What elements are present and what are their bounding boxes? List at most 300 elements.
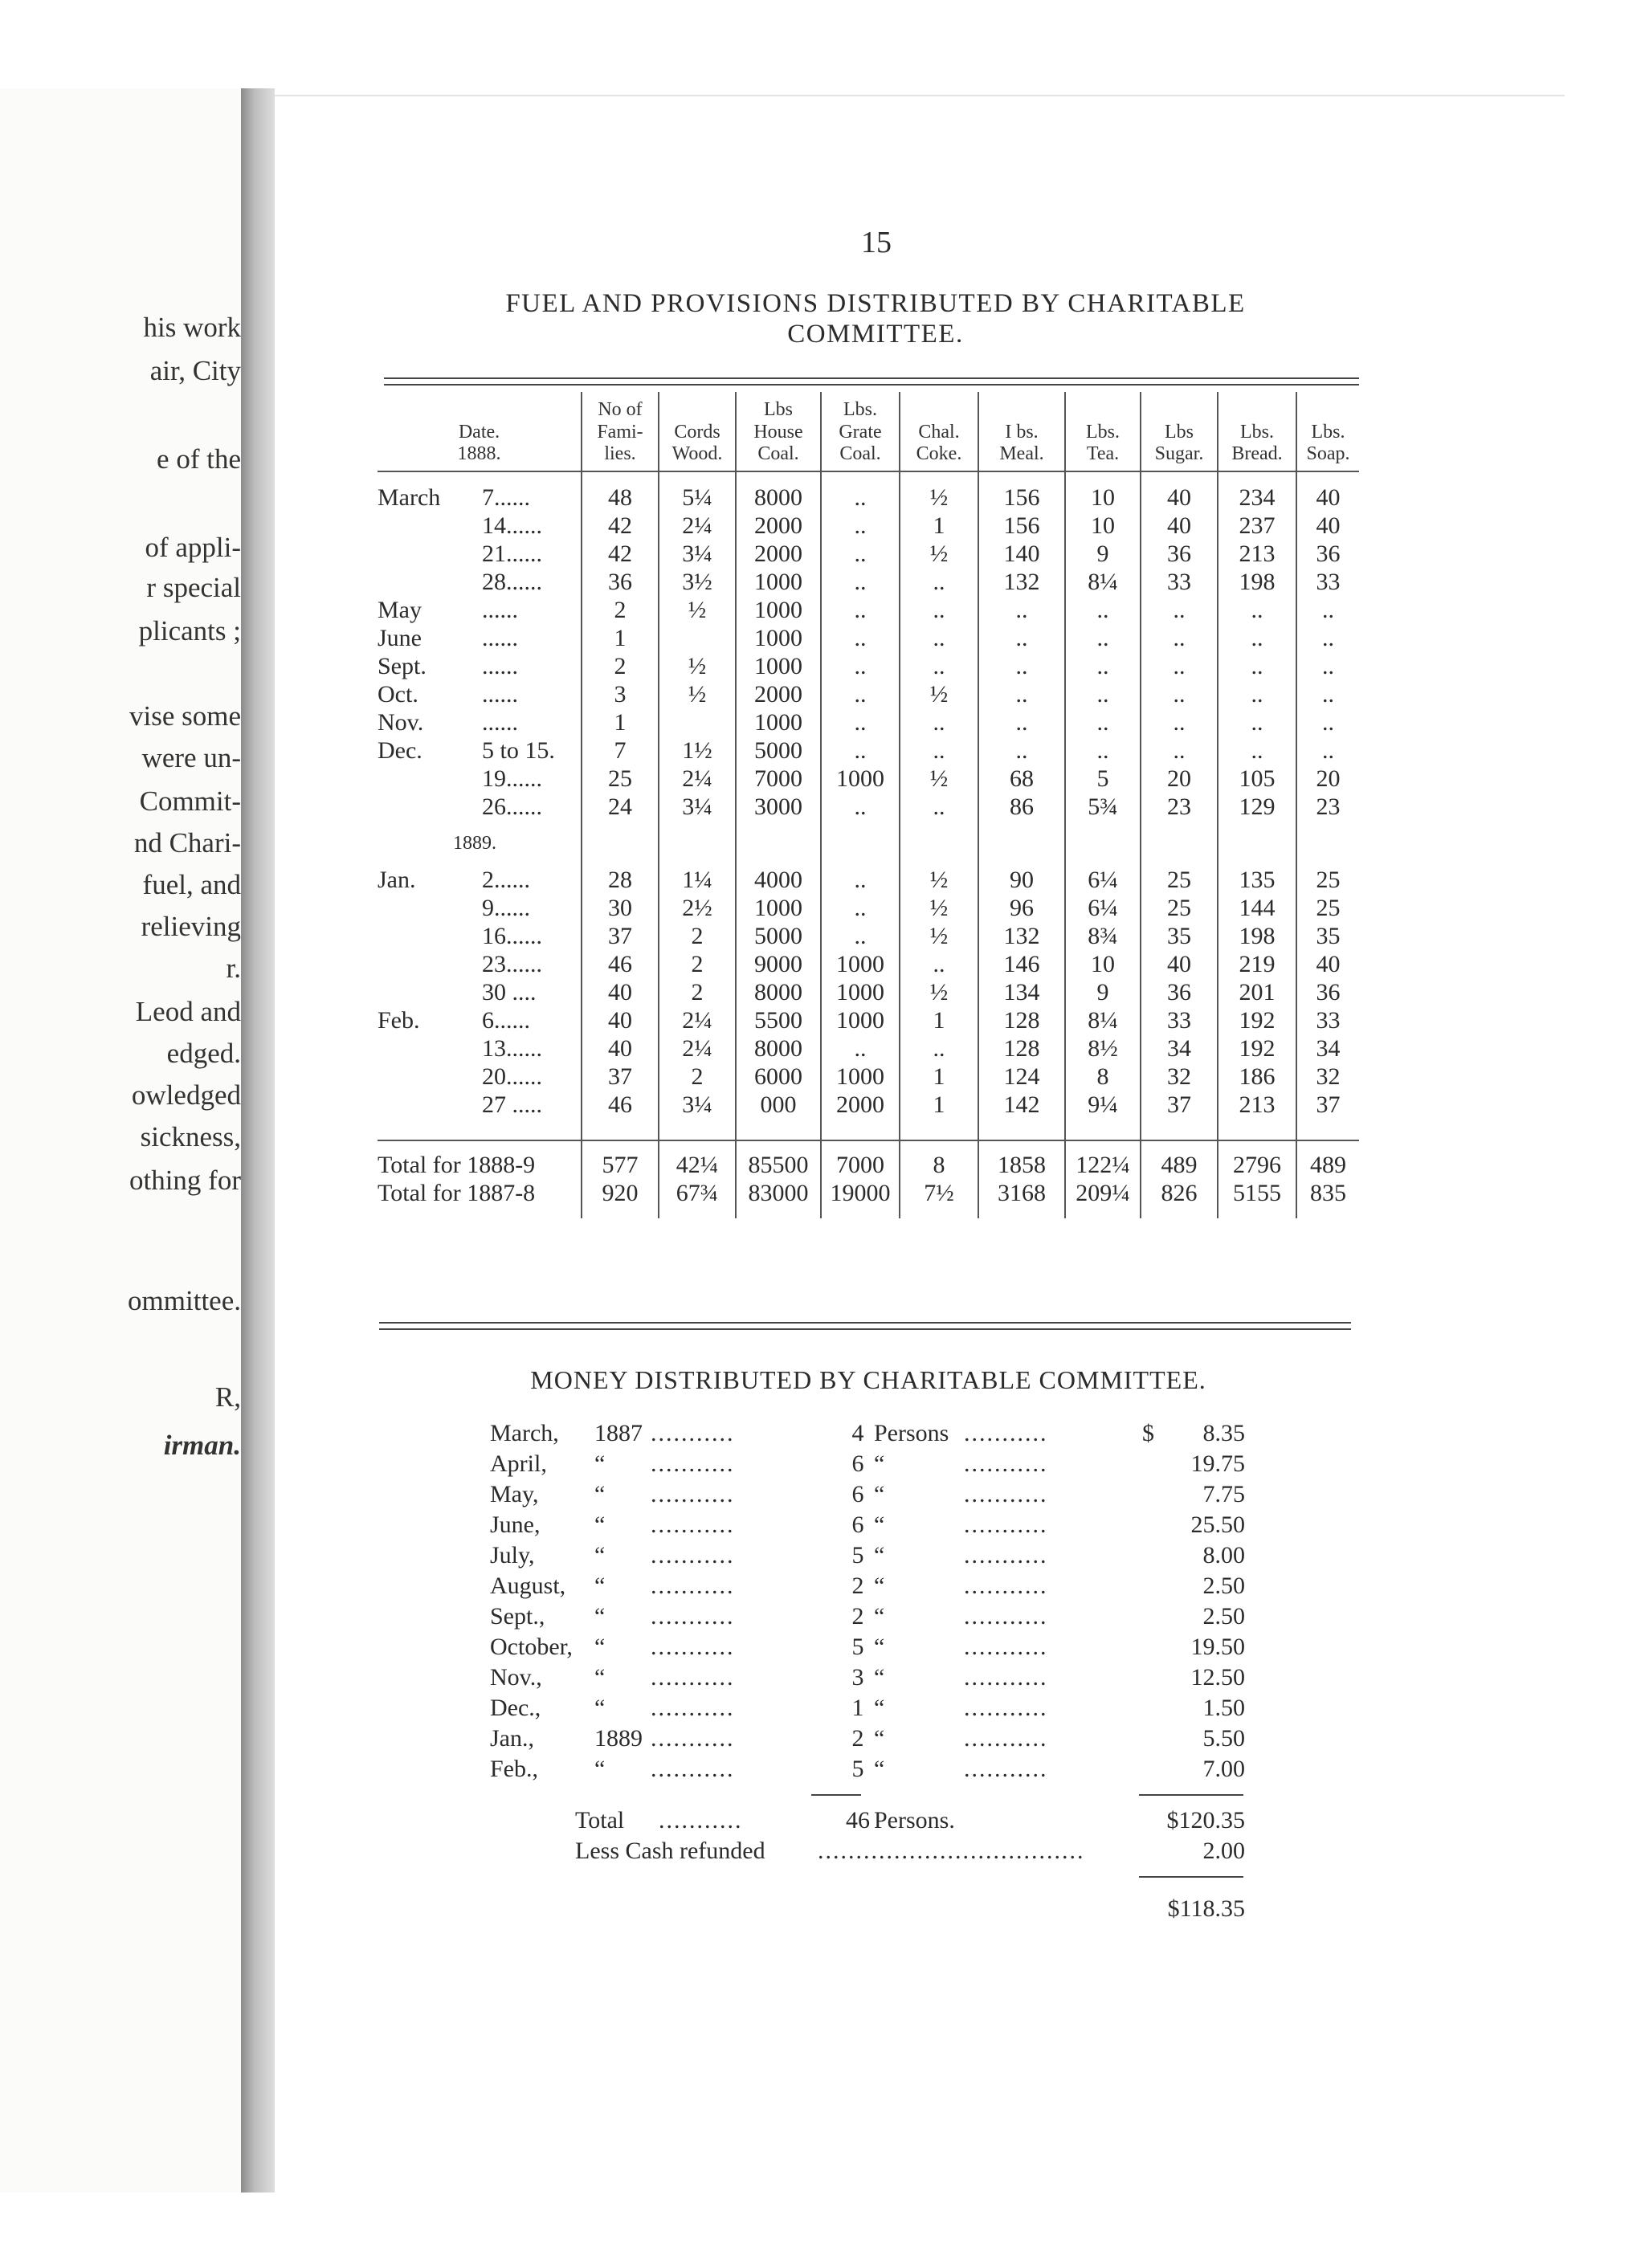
- left-page-line: Leod and: [135, 996, 241, 1027]
- money-total-dots: ...........: [659, 1807, 743, 1834]
- money-dots: ...........: [964, 1420, 1048, 1446]
- table-cell: 33: [1296, 1006, 1359, 1034]
- table-cell: 2000: [736, 512, 821, 540]
- row-month: March: [378, 484, 441, 511]
- table-cell: ..: [978, 680, 1065, 708]
- table-cell: 28: [582, 866, 659, 894]
- table-cell: 2¼: [659, 765, 736, 793]
- row-day: 26......: [482, 793, 542, 820]
- table-row: [378, 1063, 1359, 1091]
- table-cell: ½: [659, 596, 736, 624]
- row-day: 7......: [482, 484, 530, 511]
- money-dots: ...........: [651, 1695, 735, 1721]
- date-cell: [378, 736, 582, 765]
- table-cell: 132: [978, 922, 1065, 950]
- date-cell: [378, 978, 582, 1006]
- table-cell: ..: [1218, 708, 1296, 736]
- money-row: [490, 1664, 1261, 1695]
- table-cell: 2¼: [659, 512, 736, 540]
- table-cell: 34: [1141, 1034, 1218, 1063]
- money-persons: “: [874, 1511, 885, 1538]
- left-page-line: owledged: [131, 1079, 241, 1111]
- table-cell: 33: [1141, 1006, 1218, 1034]
- page-number: 15: [861, 226, 892, 259]
- column-header: Lbs Sugar.: [1141, 392, 1218, 471]
- row-day: 16......: [482, 923, 542, 949]
- money-dots: ...........: [651, 1481, 735, 1507]
- empty-cell: [1065, 821, 1141, 866]
- money-persons: “: [874, 1603, 885, 1630]
- money-persons: “: [874, 1450, 885, 1477]
- table-cell: 37: [582, 1063, 659, 1091]
- money-dots: ...........: [651, 1420, 735, 1446]
- table-cell: 1: [900, 1091, 978, 1119]
- money-month: Sept.,: [490, 1603, 545, 1630]
- table-cell: 7000: [821, 1140, 900, 1179]
- table-cell: ..: [1296, 708, 1359, 736]
- table-cell: 1: [900, 1063, 978, 1091]
- money-persons: “: [874, 1573, 885, 1599]
- table-cell: ..: [900, 708, 978, 736]
- table-cell: 2: [659, 950, 736, 978]
- table-cell: 2000: [736, 680, 821, 708]
- title-line-1: FUEL AND PROVISIONS DISTRIBUTED BY CHARITABLE: [505, 289, 1246, 318]
- table-cell: ..: [900, 568, 978, 596]
- money-amount-rule: [1139, 1794, 1243, 1796]
- date-cell: [378, 1034, 582, 1063]
- table-row: [378, 950, 1359, 978]
- table-cell: 96: [978, 894, 1065, 922]
- table-cell: 9: [1065, 540, 1141, 568]
- table-cell: ..: [900, 652, 978, 680]
- empty-cell: [736, 1119, 821, 1140]
- date-cell: [378, 568, 582, 596]
- table-cell: 33: [1141, 568, 1218, 596]
- table-cell: 40: [582, 1006, 659, 1034]
- money-year: “: [594, 1756, 606, 1782]
- money-dots: ...........: [651, 1634, 735, 1660]
- table-cell: 9000: [736, 950, 821, 978]
- table-cell: ..: [1065, 596, 1141, 624]
- table-cell: 1: [900, 512, 978, 540]
- table-cell: 35: [1141, 922, 1218, 950]
- table-cell: 25: [1141, 866, 1218, 894]
- money-amount: 2.50: [1202, 1573, 1245, 1599]
- table-cell: 192: [1218, 1006, 1296, 1034]
- table-cell: 198: [1218, 922, 1296, 950]
- table-cell: ..: [821, 866, 900, 894]
- left-page-line: irman.: [163, 1430, 241, 1461]
- total-row: [378, 1140, 1359, 1179]
- money-year: 1887: [594, 1420, 643, 1446]
- table-cell: ½: [900, 471, 978, 512]
- bottom-double-rule-2: [379, 1328, 1351, 1330]
- date-cell: [378, 624, 582, 652]
- table-row: [378, 708, 1359, 736]
- table-cell: 42¼: [659, 1140, 736, 1179]
- date-cell: [378, 708, 582, 736]
- row-month: May: [378, 597, 422, 623]
- date-cell: [378, 1091, 582, 1119]
- money-net-rule: [1139, 1876, 1243, 1878]
- table-cell: 4000: [736, 866, 821, 894]
- table-cell: 32: [1296, 1063, 1359, 1091]
- table-cell: 132: [978, 568, 1065, 596]
- table-cell: ..: [1296, 596, 1359, 624]
- table-cell: 34: [1296, 1034, 1359, 1063]
- table-cell: 1000: [736, 894, 821, 922]
- money-month: June,: [490, 1511, 541, 1538]
- money-dots: ...........: [964, 1450, 1048, 1477]
- table-cell: 2: [582, 652, 659, 680]
- row-month: Feb.: [378, 1007, 420, 1034]
- table-cell: 1: [582, 624, 659, 652]
- table-cell: 36: [1296, 540, 1359, 568]
- money-dots: ...........: [964, 1634, 1048, 1660]
- money-persons: “: [874, 1756, 885, 1782]
- table-cell: 156: [978, 471, 1065, 512]
- money-count: 6: [851, 1450, 864, 1477]
- money-count: 2: [851, 1725, 864, 1752]
- money-total-row: [490, 1807, 1261, 1838]
- table-cell: 1000: [821, 1006, 900, 1034]
- table-row: [378, 624, 1359, 652]
- table-cell: ..: [821, 894, 900, 922]
- table-cell: 8000: [736, 978, 821, 1006]
- total-row: [378, 1179, 1359, 1218]
- table-cell: ½: [900, 866, 978, 894]
- table-cell: 5000: [736, 736, 821, 765]
- table-cell: 25: [1296, 894, 1359, 922]
- table-cell: 213: [1218, 1091, 1296, 1119]
- money-count: 1: [851, 1695, 864, 1721]
- money-amount: 7.00: [1202, 1756, 1245, 1782]
- money-dots: ...........: [964, 1695, 1048, 1721]
- table-cell: 19000: [821, 1179, 900, 1218]
- empty-cell: [900, 821, 978, 866]
- table-cell: ..: [1296, 680, 1359, 708]
- table-cell: ..: [1141, 596, 1218, 624]
- table-cell: ..: [1141, 680, 1218, 708]
- money-refund-label: Less Cash refunded: [575, 1838, 765, 1864]
- table-cell: 142: [978, 1091, 1065, 1119]
- money-amount: 7.75: [1202, 1481, 1245, 1507]
- money-month: March,: [490, 1420, 559, 1446]
- left-page-line: Commit-: [139, 785, 241, 817]
- table-cell: 201: [1218, 978, 1296, 1006]
- money-dots: ...........: [651, 1725, 735, 1752]
- table-cell: 6000: [736, 1063, 821, 1091]
- table-cell: 2: [659, 978, 736, 1006]
- table-cell: 124: [978, 1063, 1065, 1091]
- table-cell: 135: [1218, 866, 1296, 894]
- date-cell: [378, 1063, 582, 1091]
- money-amount: 8.00: [1202, 1542, 1245, 1568]
- money-persons: “: [874, 1664, 885, 1691]
- table-cell: 1858: [978, 1140, 1065, 1179]
- table-cell: ..: [1218, 596, 1296, 624]
- row-day: 13......: [482, 1035, 542, 1062]
- empty-cell: [1296, 821, 1359, 866]
- table-cell: ..: [1218, 652, 1296, 680]
- date-cell: [378, 894, 582, 922]
- book-gutter: [241, 88, 275, 2193]
- table-cell: 2: [659, 1063, 736, 1091]
- table-row: [378, 1091, 1359, 1119]
- table-cell: 1000: [821, 950, 900, 978]
- money-dots: ...........: [651, 1603, 735, 1630]
- table-cell: 40: [582, 1034, 659, 1063]
- money-dots: ...........: [964, 1511, 1048, 1538]
- table-cell: ..: [900, 624, 978, 652]
- empty-cell: [1218, 1119, 1296, 1140]
- left-page-line: othing for: [129, 1165, 241, 1196]
- table-cell: 9¼: [1065, 1091, 1141, 1119]
- table-cell: 8¾: [1065, 922, 1141, 950]
- date-cell: [378, 1006, 582, 1034]
- left-page-line: sickness,: [140, 1121, 241, 1152]
- row-month: June: [378, 625, 422, 651]
- table-cell: [659, 708, 736, 736]
- money-dots: ...........: [964, 1481, 1048, 1507]
- table-cell: ..: [1141, 624, 1218, 652]
- empty-cell: [582, 821, 659, 866]
- table-cell: 5155: [1218, 1179, 1296, 1218]
- table-cell: 186: [1218, 1063, 1296, 1091]
- money-month: August,: [490, 1573, 566, 1599]
- table-cell: ..: [1065, 652, 1141, 680]
- column-header: I bs. Meal.: [978, 392, 1065, 471]
- left-page-line: plicants ;: [138, 615, 241, 647]
- money-count: 5: [851, 1542, 864, 1568]
- table-cell: 40: [1296, 512, 1359, 540]
- table-cell: ½: [900, 894, 978, 922]
- money-refund-amount: 2.00: [1202, 1838, 1245, 1864]
- empty-cell: [736, 821, 821, 866]
- date-cell: [378, 866, 582, 894]
- money-row: [490, 1450, 1261, 1481]
- table-cell: ..: [821, 708, 900, 736]
- left-page-line: r special: [146, 572, 241, 603]
- table-cell: 7: [582, 736, 659, 765]
- row-day: ......: [482, 681, 518, 708]
- table-cell: 33: [1296, 568, 1359, 596]
- table-cell: 20: [1296, 765, 1359, 793]
- table-cell: ½: [900, 922, 978, 950]
- table-cell: 3½: [659, 568, 736, 596]
- money-persons: “: [874, 1725, 885, 1752]
- table-cell: 1: [900, 1006, 978, 1034]
- table-cell: 5¼: [659, 471, 736, 512]
- total-label: Total for 1887-8: [378, 1180, 536, 1206]
- money-count: 5: [851, 1756, 864, 1782]
- table-cell: ..: [821, 652, 900, 680]
- table-cell: 140: [978, 540, 1065, 568]
- money-row: [490, 1725, 1261, 1756]
- table-cell: ..: [1141, 708, 1218, 736]
- table-cell: 5: [1065, 765, 1141, 793]
- column-header: Cords Wood.: [659, 392, 736, 471]
- table-cell: 25: [1141, 894, 1218, 922]
- table-cell: 7½: [900, 1179, 978, 1218]
- money-total-label: Total: [575, 1807, 625, 1834]
- table-cell: 5000: [736, 922, 821, 950]
- money-year: 1889: [594, 1725, 643, 1752]
- money-month: Dec.,: [490, 1695, 541, 1721]
- money-row: [490, 1573, 1261, 1603]
- left-page-line: r.: [226, 952, 241, 984]
- money-dots: ...........: [651, 1756, 735, 1782]
- table-cell: 6¼: [1065, 866, 1141, 894]
- table-cell: 3¼: [659, 793, 736, 821]
- table-cell: 23: [1296, 793, 1359, 821]
- table-cell: 20: [1141, 765, 1218, 793]
- table-cell: ..: [821, 1034, 900, 1063]
- row-month: Nov.: [378, 709, 424, 736]
- table-cell: 128: [978, 1034, 1065, 1063]
- table-cell: 32: [1141, 1063, 1218, 1091]
- table-cell: 920: [582, 1179, 659, 1218]
- money-count: 6: [851, 1511, 864, 1538]
- table-cell: 1000: [736, 708, 821, 736]
- table-cell: 10: [1065, 512, 1141, 540]
- table-cell: ..: [821, 680, 900, 708]
- money-persons: “: [874, 1481, 885, 1507]
- money-dots: ...........: [964, 1664, 1048, 1691]
- table-cell: 37: [1296, 1091, 1359, 1119]
- date-cell: [378, 1179, 582, 1218]
- table-cell: 36: [1141, 978, 1218, 1006]
- money-year: “: [594, 1603, 606, 1630]
- date-cell: [378, 512, 582, 540]
- row-day: 14......: [482, 512, 542, 539]
- table-cell: ..: [1296, 736, 1359, 765]
- table-cell: 40: [1296, 950, 1359, 978]
- table-cell: 2: [659, 922, 736, 950]
- money-month: April,: [490, 1450, 547, 1477]
- table-cell: ..: [1065, 736, 1141, 765]
- table-cell: 1000: [821, 1063, 900, 1091]
- money-count: 3: [851, 1664, 864, 1691]
- table-cell: 10: [1065, 471, 1141, 512]
- left-page-line: air, City: [149, 355, 241, 386]
- table-row: [378, 894, 1359, 922]
- table-cell: 68: [978, 765, 1065, 793]
- year-row: [378, 821, 1359, 866]
- money-month: Feb.,: [490, 1756, 538, 1782]
- table-cell: 85500: [736, 1140, 821, 1179]
- table-row: [378, 652, 1359, 680]
- money-row: [490, 1634, 1261, 1664]
- money-amount: 8.35: [1202, 1420, 1245, 1446]
- table-cell: 489: [1296, 1140, 1359, 1179]
- table-row: [378, 922, 1359, 950]
- empty-cell: [900, 1119, 978, 1140]
- empty-cell: [659, 1119, 736, 1140]
- table-cell: 9: [1065, 978, 1141, 1006]
- table-cell: 2½: [659, 894, 736, 922]
- top-double-rule-2: [384, 384, 1359, 385]
- row-day: 19......: [482, 765, 542, 792]
- fuel-provisions-table: [378, 392, 1359, 1218]
- money-dots: ...........: [964, 1603, 1048, 1630]
- table-cell: ..: [821, 568, 900, 596]
- row-day: ......: [482, 653, 518, 679]
- money-row: [490, 1756, 1261, 1786]
- table-cell: 1: [582, 708, 659, 736]
- column-header: Lbs. Grate Coal.: [821, 392, 900, 471]
- table-cell: 8¼: [1065, 1006, 1141, 1034]
- table-cell: ..: [1296, 624, 1359, 652]
- table-cell: 219: [1218, 950, 1296, 978]
- left-page-line: e of the: [157, 443, 241, 475]
- table-cell: ..: [1065, 624, 1141, 652]
- table-cell: ..: [1065, 680, 1141, 708]
- money-row: [490, 1542, 1261, 1573]
- table-cell: 40: [582, 978, 659, 1006]
- table-cell: 46: [582, 950, 659, 978]
- date-cell: [378, 540, 582, 568]
- table-cell: 36: [1296, 978, 1359, 1006]
- table-cell: 8: [900, 1140, 978, 1179]
- table-cell: ..: [978, 708, 1065, 736]
- table-cell: ..: [1296, 652, 1359, 680]
- left-page-line: edged.: [166, 1038, 241, 1069]
- date-cell: [378, 922, 582, 950]
- money-amount: 12.50: [1190, 1664, 1245, 1691]
- table-cell: 1½: [659, 736, 736, 765]
- row-month: Oct.: [378, 681, 418, 708]
- spacer-row: [378, 1119, 1359, 1140]
- table-cell: 36: [582, 568, 659, 596]
- table-cell: 2¼: [659, 1006, 736, 1034]
- table-cell: ½: [900, 765, 978, 793]
- table-cell: ..: [821, 471, 900, 512]
- table-cell: 7000: [736, 765, 821, 793]
- table-row: [378, 736, 1359, 765]
- table-row: [378, 978, 1359, 1006]
- money-dots: ...........: [651, 1664, 735, 1691]
- table-cell: ..: [1141, 736, 1218, 765]
- empty-cell: [978, 1119, 1065, 1140]
- left-page-line: his work: [143, 312, 241, 343]
- table-cell: 146: [978, 950, 1065, 978]
- title-line-2: COMMITTEE.: [787, 319, 964, 349]
- table-cell: 2000: [736, 540, 821, 568]
- money-dots: ...........: [964, 1573, 1048, 1599]
- money-amount: 2.50: [1202, 1603, 1245, 1630]
- table-cell: 209¼: [1065, 1179, 1141, 1218]
- row-month: Dec.: [378, 737, 422, 764]
- money-amount: 19.75: [1190, 1450, 1245, 1477]
- table-cell: 1000: [736, 624, 821, 652]
- left-page-line: vise some: [129, 700, 241, 732]
- table-cell: 10: [1065, 950, 1141, 978]
- money-dollar: $: [1142, 1420, 1154, 1446]
- table-cell: 129: [1218, 793, 1296, 821]
- table-cell: 90: [978, 866, 1065, 894]
- table-cell: 36: [1141, 540, 1218, 568]
- table-cell: 35: [1296, 922, 1359, 950]
- left-page-line: R,: [214, 1381, 241, 1413]
- row-day: 5 to 15.: [482, 737, 555, 764]
- money-total-amount: $120.35: [1166, 1807, 1245, 1834]
- row-day: 23......: [482, 951, 542, 977]
- table-cell: 2: [582, 596, 659, 624]
- table-row: [378, 596, 1359, 624]
- table-cell: 234: [1218, 471, 1296, 512]
- money-row: [490, 1420, 1261, 1450]
